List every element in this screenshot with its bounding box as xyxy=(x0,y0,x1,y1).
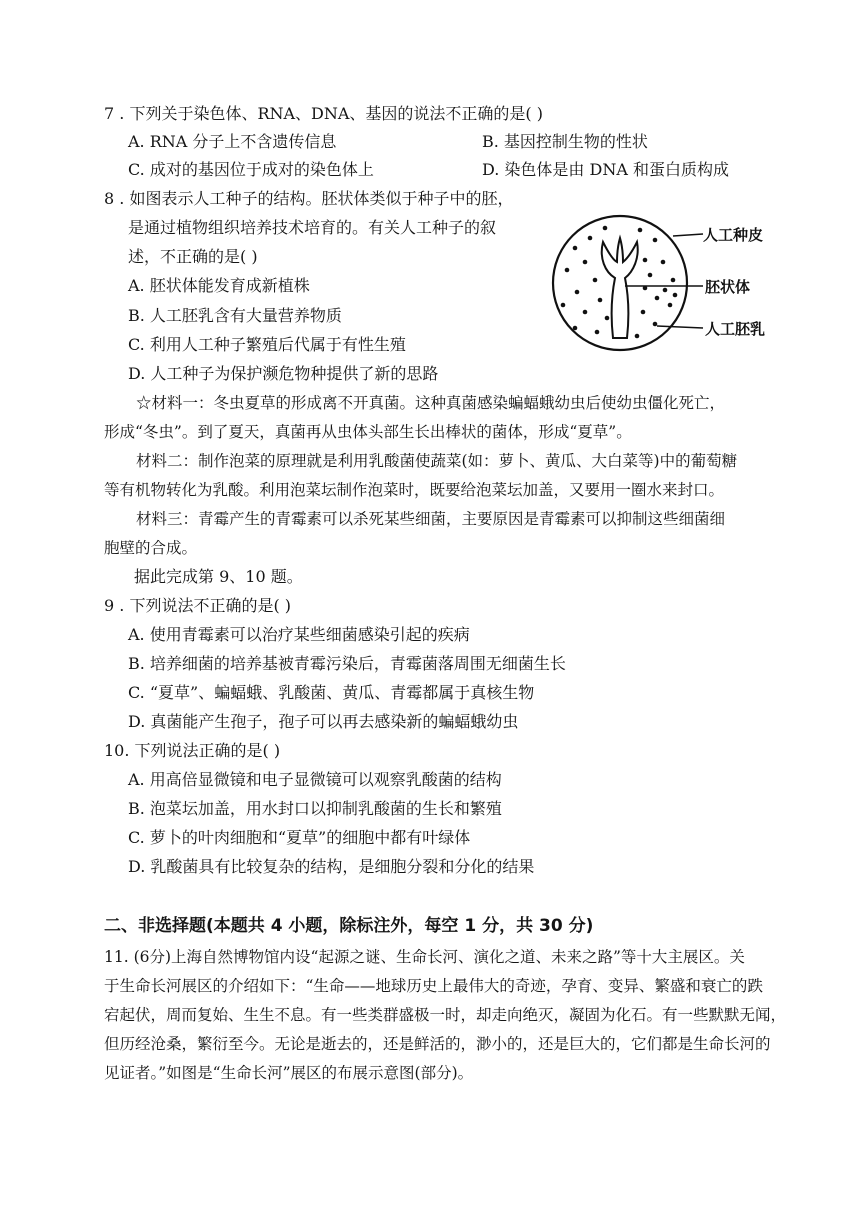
q7-stem: 7 . 下列关于染色体、RNA、DNA、基因的说法不正确的是( ) xyxy=(104,104,543,123)
label-embryoid: 胚状体 xyxy=(705,278,751,296)
materials-instruction: 据此完成第 9、10 题。 xyxy=(134,567,303,586)
q11-line5: 见证者。”如图是“生命长河”展区的布展示意图(部分)。 xyxy=(104,1064,474,1082)
q11-line4: 但历经沧桑，繁衍至今。无论是逝去的，还是鲜活的，渺小的，还是巨大的，它们都是生命长河的 xyxy=(104,1035,771,1053)
q9-option-c: C. “夏草”、蝙蝠蛾、乳酸菌、黄瓜、青霉都属于真核生物 xyxy=(128,683,535,702)
seed-coat-pointer xyxy=(673,234,703,236)
q10-stem: 10. 下列说法正确的是( ) xyxy=(104,741,281,760)
material-3-line2: 胞壁的合成。 xyxy=(104,539,198,557)
material-1-line1: ☆材料一：冬虫夏草的形成离不开真菌。这种真菌感染蝙蝠蛾幼虫后使幼虫僵化死亡， xyxy=(136,394,726,412)
q9-option-b: B. 培养细菌的培养基被青霉污染后，青霉菌落周围无细菌生长 xyxy=(128,654,566,673)
q8-option-c: C. 利用人工种子繁殖后代属于有性生殖 xyxy=(128,335,406,354)
q10-option-c: C. 萝卜的叶肉细胞和“夏草”的细胞中都有叶绿体 xyxy=(128,828,471,847)
material-3-line1: 材料三：青霉产生的青霉素可以杀死某些细菌，主要原因是青霉素可以抑制这些细菌细 xyxy=(136,510,726,528)
embryoid-shape xyxy=(602,238,638,338)
q8-stem-line1: 8 . 如图表示人工种子的结构。胚状体类似于种子中的胚， xyxy=(104,189,514,208)
q11-line2: 于生命长河展区的介绍如下：“生命——地球历史上最伟大的奇迹，孕育、变异、繁盛和衰亡的跌 xyxy=(104,977,763,995)
q9-stem: 9 . 下列说法不正确的是( ) xyxy=(104,596,292,615)
q7-option-b: B. 基因控制生物的性状 xyxy=(482,132,648,151)
q9-option-d: D. 真菌能产生孢子，孢子可以再去感染新的蝙蝠蛾幼虫 xyxy=(128,712,519,731)
section-2-title: 二、非选择题(本题共 4 小题，除标注外，每空 1 分，共 30 分) xyxy=(104,916,594,936)
q7-option-c: C. 成对的基因位于成对的染色体上 xyxy=(128,160,374,179)
material-2-line1: 材料二：制作泡菜的原理就是利用乳酸菌使蔬菜(如：萝卜、黄瓜、大白菜等)中的葡萄糖 xyxy=(136,452,738,470)
endosperm-pointer xyxy=(657,326,703,328)
q11-line3: 宕起伏，周而复始、生生不息。有一些类群盛极一时，却走向绝灭，凝固为化石。有一些默默无闻， xyxy=(104,1006,787,1024)
q10-option-a: A. 用高倍显微镜和电子显微镜可以观察乳酸菌的结构 xyxy=(128,770,502,789)
q8-stem-line3: 述，不正确的是( ) xyxy=(128,247,258,266)
q8-option-d: D. 人工种子为保护濒危物种提供了新的思路 xyxy=(128,364,439,383)
material-2-line2: 等有机物转化为乳酸。利用泡菜坛制作泡菜时，既要给泡菜坛加盖，又要用一圈水来封口。 xyxy=(104,481,725,499)
q7-option-a: A. RNA 分子上不含遗传信息 xyxy=(128,132,337,151)
material-1-line2: 形成“冬虫”。到了夏天，真菌再从虫体头部生长出棒状的菌体，形成“夏草”。 xyxy=(104,423,632,441)
q8-option-a: A. 胚状体能发育成新植株 xyxy=(128,276,310,295)
artificial-seed-figure xyxy=(545,200,785,370)
q8-option-b: B. 人工胚乳含有大量营养物质 xyxy=(128,306,342,325)
label-seed-coat: 人工种皮 xyxy=(703,226,764,244)
q10-option-b: B. 泡菜坛加盖，用水封口以抑制乳酸菌的生长和繁殖 xyxy=(128,799,502,818)
q9-option-a: A. 使用青霉素可以治疗某些细菌感染引起的疾病 xyxy=(128,625,470,644)
q8-stem-line2: 是通过植物组织培养技术培育的。有关人工种子的叙 xyxy=(128,218,497,237)
q10-option-d: D. 乳酸菌具有比较复杂的结构，是细胞分裂和分化的结果 xyxy=(128,857,535,876)
q11-line1: 11. (6分)上海自然博物馆内设“起源之谜、生命长河、演化之道、未来之路”等十大主展区。关 xyxy=(104,948,745,966)
label-endosperm: 人工胚乳 xyxy=(705,320,766,338)
q7-option-d: D. 染色体是由 DNA 和蛋白质构成 xyxy=(482,160,729,179)
